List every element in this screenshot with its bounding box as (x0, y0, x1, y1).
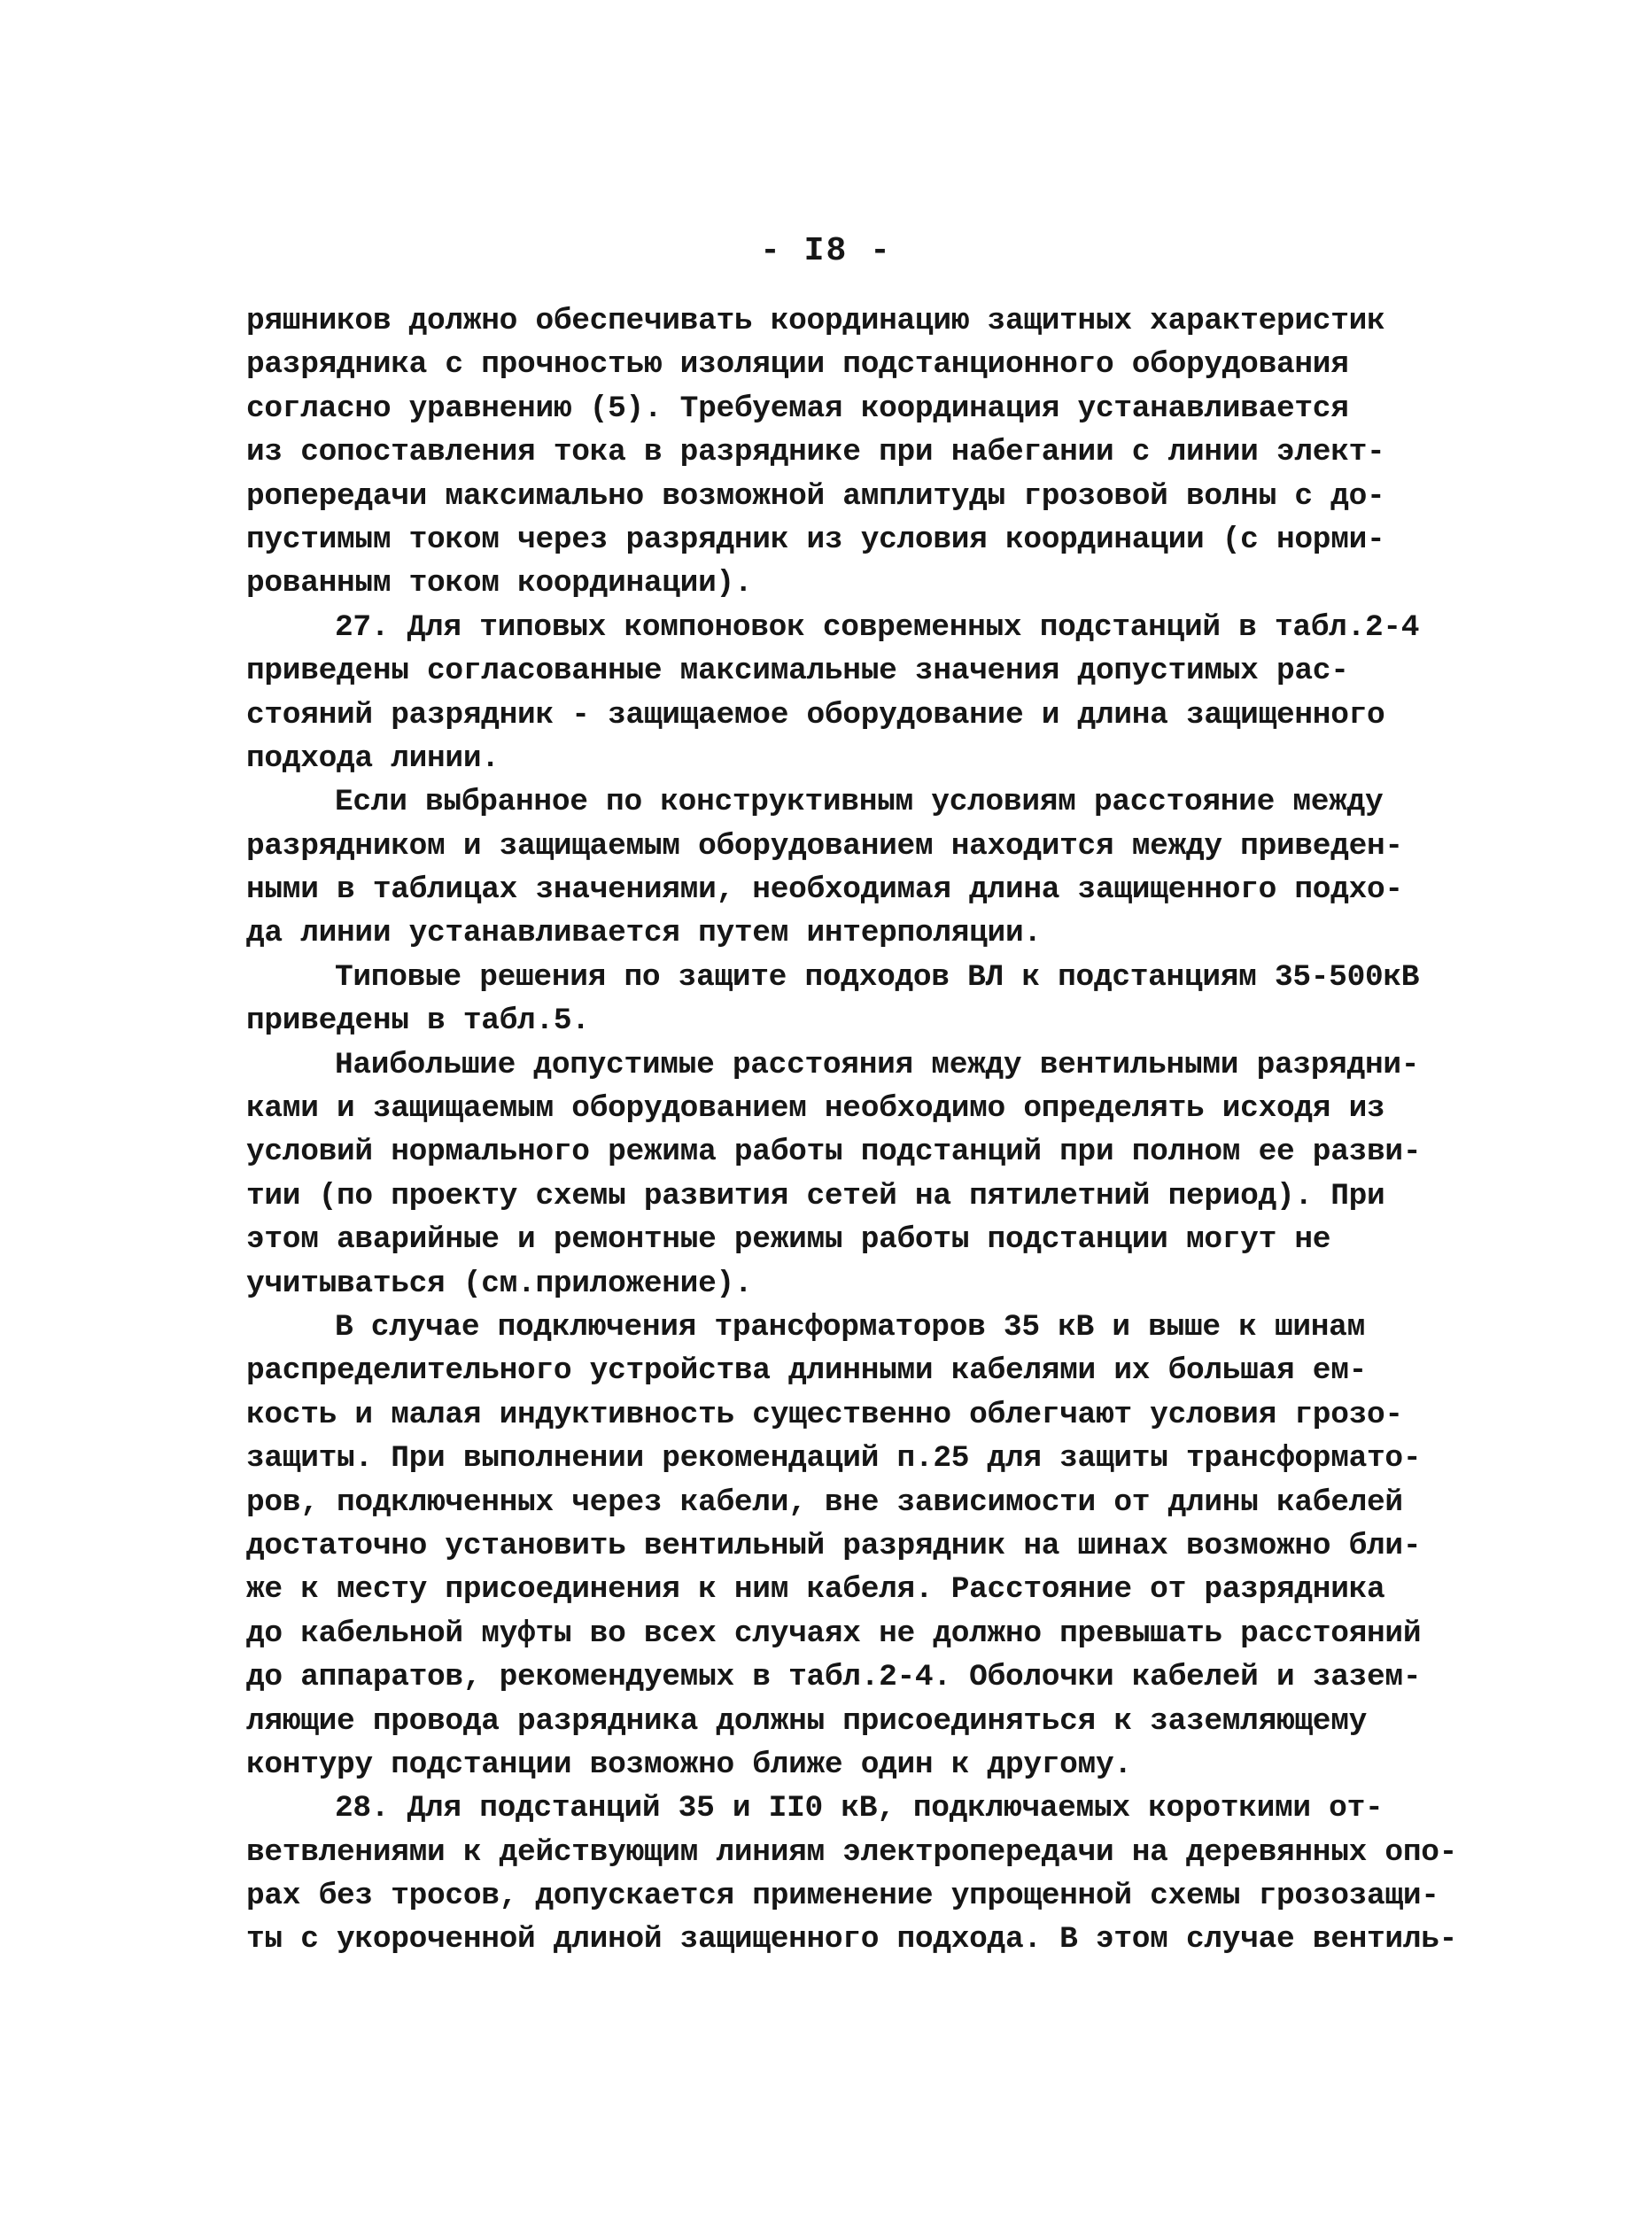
text-line: ными в таблицах значениями, необходимая длина защищенного подхо- (246, 872, 1403, 908)
paragraph-start: Наибольшие допустимые расстояния между вентильными разрядни- (335, 1047, 1420, 1082)
paragraph-start: Типовые решения по защите подходов ВЛ к подстанциям 35-500кВ (335, 959, 1420, 995)
text-line: до кабельной муфты во всех случаях не должно превышать расстояний (246, 1616, 1422, 1651)
text-line: до аппаратов, рекомендуемых в табл.2-4. Оболочки кабелей и зазем- (246, 1660, 1422, 1695)
text-line: разрядником и защищаемым оборудованием находится между приведен- (246, 828, 1403, 864)
paragraph-start: Если выбранное по конструктивным условиям расстояние между (335, 785, 1384, 820)
text-line: достаточно установить вентильный разрядник на шинах возможно бли- (246, 1528, 1422, 1563)
text-line: рах без тросов, допускается применение упрощенной схемы грозозащи- (246, 1879, 1439, 1914)
text-line: из сопоставления тока в разряднике при набегании с линии элект- (246, 435, 1385, 470)
page-number: - I8 - (760, 232, 892, 270)
text-line: распределительного устройства длинными кабелями их большая ем- (246, 1353, 1368, 1389)
text-line: защиты. При выполнении рекомендаций п.25 для защиты трансформато- (246, 1441, 1422, 1477)
text-line: стояний разрядник - защищаемое оборудование и длина защищенного (246, 697, 1385, 733)
paragraph-start: В случае подключения трансформаторов 35 кВ и выше к шинам (335, 1309, 1365, 1345)
text-line: ками и защищаемым оборудованием необходимо определять исходя из (246, 1091, 1385, 1127)
text-line: ветвлениями к действующим линиям электропередачи на деревянных опо- (246, 1834, 1458, 1870)
text-line: подхода линии. (246, 740, 500, 776)
text-line: разрядника с прочностью изоляции подстанционного оборудования (246, 347, 1349, 383)
text-line: пустимым током через разрядник из условия координации (с норми- (246, 522, 1385, 557)
body-text (246, 299, 1458, 1962)
text-line: приведены согласованные максимальные значения допустимых рас- (246, 654, 1349, 689)
text-line: же к месту присоединения к ним кабеля. Расстояние от разрядника (246, 1572, 1385, 1608)
text-line: этом аварийные и ремонтные режимы работы подстанции могут не (246, 1222, 1331, 1258)
text-line: ряшников должно обеспечивать координацию защитных характеристик (246, 304, 1385, 338)
text-line: ты с укороченной длиной защищенного подхода. В этом случае вентиль- (246, 1922, 1458, 1957)
text-line: приведены в табл.5. (246, 1004, 590, 1039)
text-line: контуру подстанции возможно ближе один к другому. (246, 1747, 1132, 1782)
text-line: рованным током координации). (246, 566, 753, 601)
text-line: ропередачи максимально возможной амплитуды грозовой волны с до- (246, 478, 1385, 514)
text-line: да линии устанавливается путем интерполяции. (246, 916, 1042, 951)
text-line: условий нормального режима работы подстанций при полном ее разви- (246, 1135, 1422, 1170)
paragraph-27-start: 27. Для типовых компоновок современных подстанций в табл.2-4 (335, 609, 1420, 645)
text-line: ляющие провода разрядника должны присоединяться к заземляющему (246, 1703, 1368, 1739)
text-line: тии (по проекту схемы развития сетей на пятилетний период). При (246, 1178, 1385, 1213)
paragraph-28-start: 28. Для подстанций 35 и II0 кВ, подключаемых короткими от- (335, 1791, 1384, 1826)
text-line: ров, подключенных через кабели, вне зависимости от длины кабелей (246, 1484, 1403, 1520)
text-line: учитываться (см.приложение). (246, 1266, 753, 1301)
text-line: кость и малая индуктивность существенно облегчают условия грозо- (246, 1397, 1403, 1432)
text-line: согласно уравнению (5). Требуемая координация устанавливается (246, 391, 1349, 426)
